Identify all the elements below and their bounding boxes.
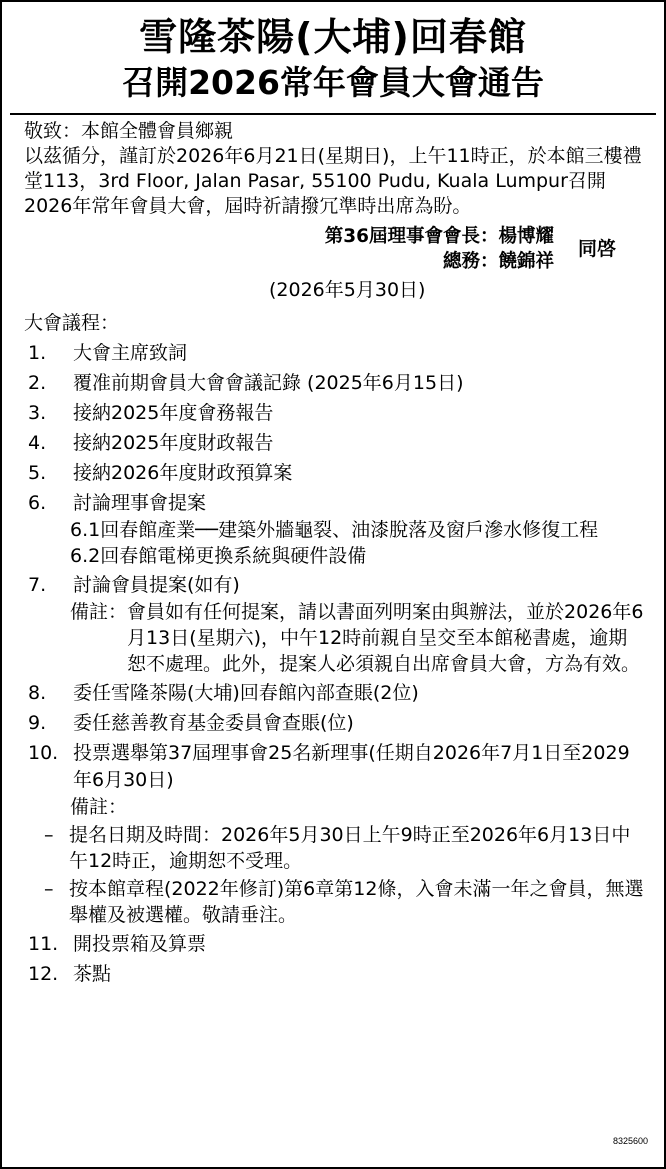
agenda-item [24, 430, 646, 457]
agenda-item-text: 茶點 [73, 963, 112, 985]
agenda-item-number: 7. [28, 574, 47, 596]
agenda-item [24, 680, 646, 707]
notice-body [2, 115, 664, 988]
agenda-item-text: 接納2025年度會務報告 [73, 402, 274, 424]
president-signature: 第36屆理事會會長：楊博耀 [324, 226, 554, 247]
ad-code: 8325600 [612, 1136, 648, 1146]
header [2, 2, 664, 104]
agenda-item [24, 740, 646, 794]
agenda-item-number: 8. [28, 682, 47, 704]
agenda-item-text: 委任慈善教育基金委員會查賬(位) [73, 712, 354, 734]
agenda-item-text: 討論會員提案(如有) [73, 574, 240, 596]
agenda-item-number: 1. [28, 342, 47, 364]
agenda-item-number: 12. [28, 963, 59, 985]
agenda-item-number: 4. [28, 432, 47, 454]
agenda-list [24, 340, 646, 988]
eligibility-text: 按本館章程(2022年修訂)第6章第12條，入會未滿一年之會員，無選舉權及被選權。敬請垂注。 [69, 878, 644, 926]
agenda-item [24, 490, 646, 517]
agenda-item-number: 10. [28, 742, 59, 764]
agenda-item [24, 710, 646, 737]
agenda-item-text: 委任雪隆茶陽(大埔)回春館內部查賬(2位) [73, 682, 419, 704]
agenda-item-text: 接納2026年度財政預算案 [73, 462, 293, 484]
agenda-item-text: 投票選舉第37屆理事會25名新理事(任期自2026年7月1日至2029年6月30日) [73, 742, 630, 791]
agenda-item-text: 覆准前期會員大會會議記錄 (2025年6月15日) [73, 372, 464, 394]
agenda-item [24, 340, 646, 367]
nomination-bullet [24, 822, 646, 874]
cosign-text: 同啓 [577, 238, 616, 260]
agenda-item-number: 3. [28, 402, 47, 424]
notice-date: (2026年5月30日) [269, 279, 426, 301]
proposal-6-1: 6.1回春館產業──建築外牆龜裂、油漆脫落及窗戶滲水修復工程 [70, 519, 599, 541]
notice-subtitle: 召開2026常年會員大會通告 [122, 63, 544, 102]
agenda-item [24, 931, 646, 958]
agenda-item-number: 2. [28, 372, 47, 394]
agenda-item [24, 961, 646, 988]
agenda-item [24, 460, 646, 487]
agenda-item-number: 9. [28, 712, 47, 734]
intro-paragraph: 以茲循分，謹訂於2026年6月21日(星期日)，上午11時正，於本館三樓禮堂113，3rd Floor, Jalan Pasar, 55100 Pudu, Kuala Lumpur召開2026年常年會員大會，屆時祈請撥冗準時出席為盼。 [24, 145, 642, 217]
nomination-text: 提名日期及時間：2026年5月30日上午9時正至2026年6月13日中午12時正，逾期恕不受理。 [69, 824, 631, 872]
org-title: 雪隆茶陽(大埔)回春館 [139, 15, 527, 59]
agenda-item-text: 大會主席致詞 [73, 342, 188, 364]
agenda-item [24, 370, 646, 397]
agenda-item [24, 400, 646, 427]
remark-label: 備註： [70, 601, 128, 623]
item10-remark-label: 備註： [70, 796, 128, 818]
secretary-signature: 總務：饒錦祥 [442, 251, 554, 272]
agenda-item-number: 6. [28, 492, 47, 514]
eligibility-bullet [24, 876, 646, 928]
agenda-item-text: 接納2025年度財政報告 [73, 432, 274, 454]
agenda-item-number: 11. [28, 933, 59, 955]
remark-text: 會員如有任何提案，請以書面列明案由與辦法，並於2026年6月13日(星期六)，中午12時前親自呈交至本館秘書處，逾期恕不處理。此外，提案人必須親自出席會員大會，方為有效。 [127, 601, 644, 675]
signature-block [24, 224, 646, 276]
proposal-6-2: 6.2回春館電梯更換系統與硬件設備 [70, 545, 367, 567]
agenda-heading: 大會議程： [24, 312, 120, 334]
dash-bullet-icon: – [44, 824, 54, 846]
dash-bullet-icon: – [44, 878, 54, 900]
signature-lines [325, 224, 554, 274]
item7-remark [24, 599, 646, 677]
agenda-item-text: 開投票箱及算票 [73, 933, 207, 955]
agenda-item [24, 572, 646, 599]
salutation: 敬致：本館全體會員鄉親 [24, 120, 234, 142]
agenda-item-text: 討論理事會提案 [73, 492, 207, 514]
agenda-item-number: 5. [28, 462, 47, 484]
